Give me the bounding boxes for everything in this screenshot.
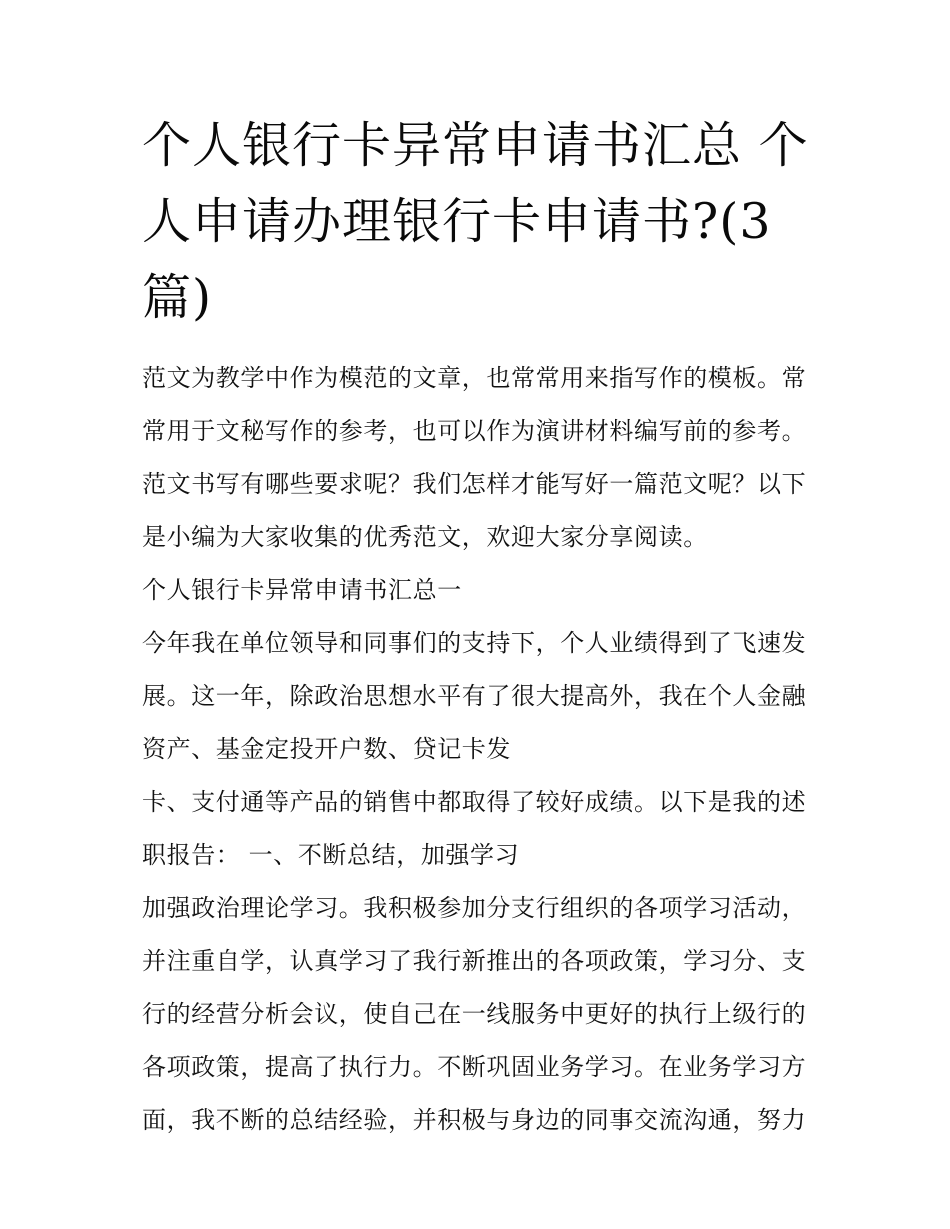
paragraph-line: 资产、基金定投开户数、贷记卡发 xyxy=(142,735,511,763)
paragraph-line: 是小编为大家收集的优秀范文，欢迎大家分享阅读。 xyxy=(142,523,708,551)
paragraph-line: 范文为教学中作为模范的文章，也常常用来指写作的模板。常 xyxy=(142,364,807,392)
paragraph-line: 并注重自学，认真学习了我行新推出的各项政策，学习分、支 xyxy=(142,947,807,975)
paragraph-line: 今年我在单位领导和同事们的支持下，个人业绩得到了飞速发 xyxy=(142,629,807,657)
paragraph-line: 常用于文秘写作的参考，也可以作为演讲材料编写前的参考。 xyxy=(142,417,807,445)
paragraph-line: 展。这一年，除政治思想水平有了很大提高外，我在个人金融 xyxy=(142,682,807,710)
paragraph-line: 行的经营分析会议，使自己在一线服务中更好的执行上级行的 xyxy=(142,1000,807,1028)
paragraph-line: 职报告： 一、不断总结，加强学习 xyxy=(142,841,520,869)
paragraph-line: 各项政策，提高了执行力。不断巩固业务学习。在业务学习方 xyxy=(142,1053,807,1081)
document-title: 个人银行卡异常申请书汇总 个人申请办理银行卡申请书?(3篇) xyxy=(142,117,809,326)
paragraph-line: 范文书写有哪些要求呢？我们怎样才能写好一篇范文呢？以下 xyxy=(142,470,807,498)
document-body xyxy=(142,352,832,1147)
section-heading: 个人银行卡异常申请书汇总一 xyxy=(142,576,462,604)
paragraph-line: 面，我不断的总结经验，并积极与身边的同事交流沟通，努力 xyxy=(142,1106,807,1134)
paragraph-line: 加强政治理论学习。我积极参加分支行组织的各项学习活动， xyxy=(142,894,807,922)
paragraph-line: 卡、支付通等产品的销售中都取得了较好成绩。以下是我的述 xyxy=(142,788,807,816)
